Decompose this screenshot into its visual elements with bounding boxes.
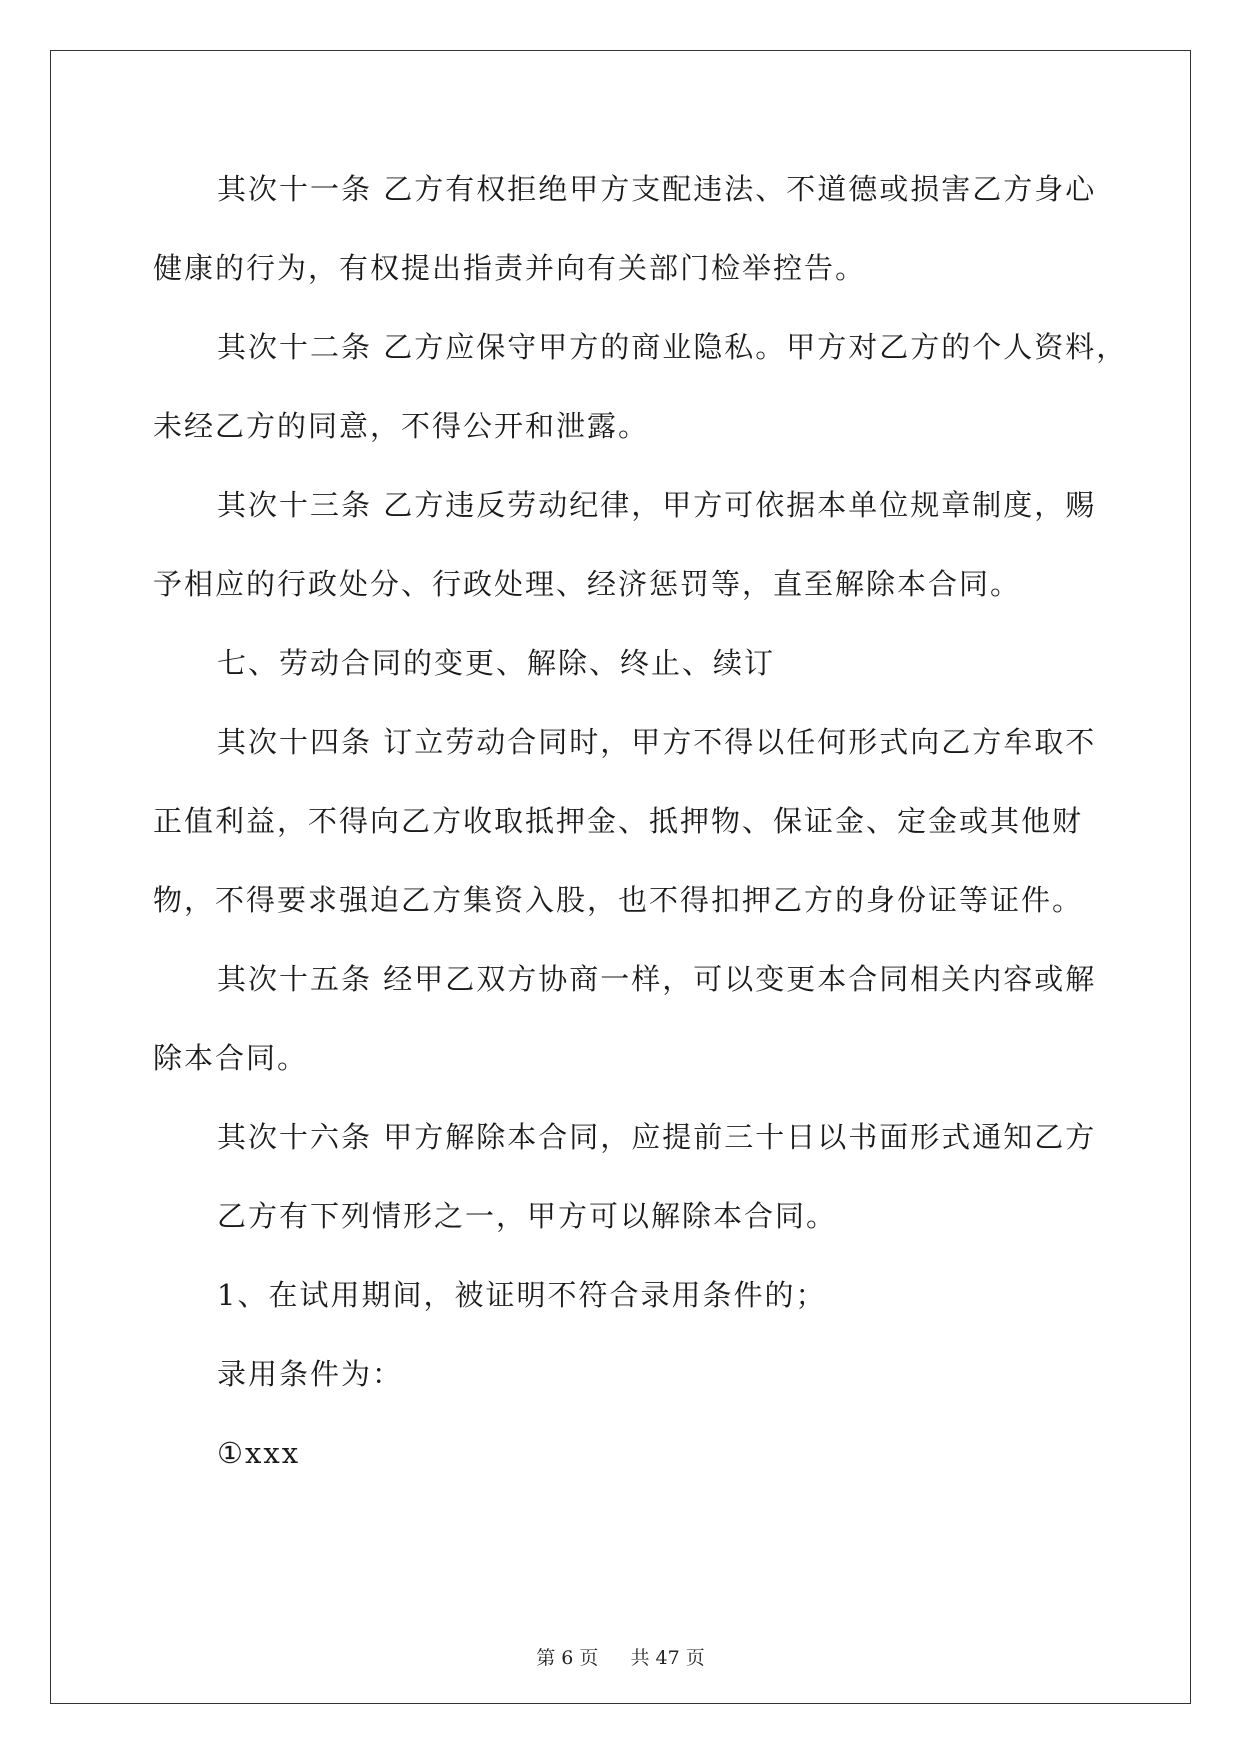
paragraph-line: 其次十一条 乙方有权拒绝甲方支配违法、不道德或损害乙方身心 bbox=[217, 172, 1097, 206]
paragraph-line: 未经乙方的同意，不得公开和泄露。 bbox=[153, 409, 650, 443]
paragraph-line: 物，不得要求强迫乙方集资入股，也不得扣押乙方的身份证等证件。 bbox=[153, 883, 1084, 917]
paragraph-line: 健康的行为，有权提出指责并向有关部门检举控告。 bbox=[153, 251, 867, 285]
paragraph-line: 其次十六条 甲方解除本合同，应提前三十日以书面形式通知乙方 bbox=[217, 1120, 1097, 1154]
page-footer bbox=[51, 1646, 1190, 1670]
page-frame bbox=[50, 50, 1191, 1704]
list-item: ①xxx bbox=[217, 1436, 301, 1470]
page-total: 共 47 页 bbox=[630, 1647, 705, 1669]
paragraph-line: 予相应的行政处分、行政处理、经济惩罚等，直至解除本合同。 bbox=[153, 567, 1022, 601]
paragraph-line: 其次十四条 订立劳动合同时，甲方不得以任何形式向乙方牟取不 bbox=[217, 725, 1097, 759]
section-heading: 七、劳动合同的变更、解除、终止、续订 bbox=[217, 646, 776, 680]
paragraph-line: 其次十三条 乙方违反劳动纪律，甲方可依据本单位规章制度，赐 bbox=[217, 488, 1097, 522]
page-number: 第 6 页 bbox=[536, 1647, 599, 1669]
paragraph-line: 其次十五条 经甲乙双方协商一样，可以变更本合同相关内容或解 bbox=[217, 962, 1097, 996]
paragraph-line: 正值利益，不得向乙方收取抵押金、抵押物、保证金、定金或其他财 bbox=[153, 804, 1084, 838]
paragraph-line: 其次十二条 乙方应保守甲方的商业隐私。甲方对乙方的个人资料， bbox=[217, 330, 1128, 364]
paragraph-line: 除本合同。 bbox=[153, 1041, 309, 1075]
paragraph-line: 录用条件为： bbox=[217, 1357, 404, 1391]
list-item: 1、在试用期间，被证明不符合录用条件的； bbox=[217, 1278, 827, 1312]
paragraph-line: 乙方有下列情形之一，甲方可以解除本合同。 bbox=[217, 1199, 838, 1233]
